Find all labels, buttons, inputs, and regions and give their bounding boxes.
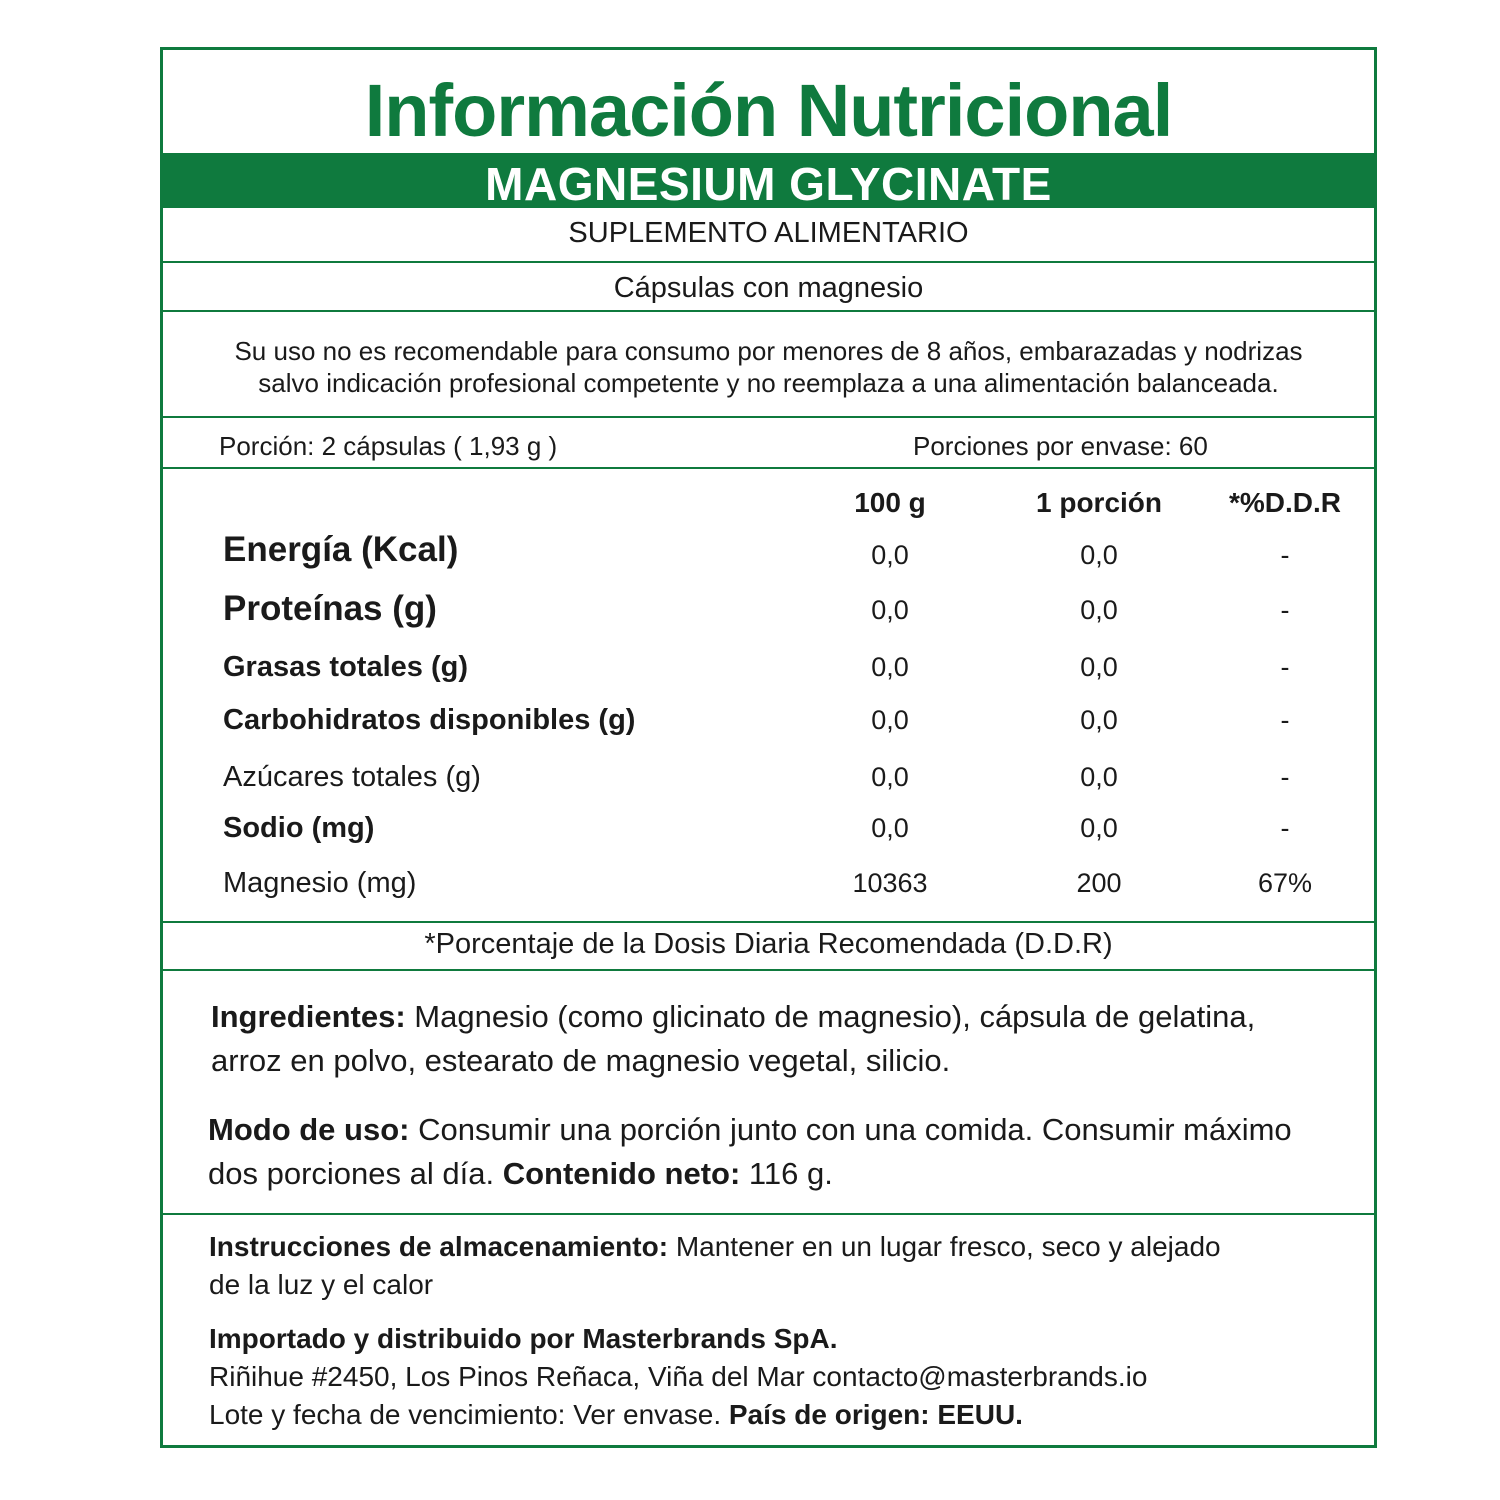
importer-title-text: Importado y distribuido por Masterbrands SpA. (209, 1323, 838, 1354)
usage-text: Consumir una porción junto con una comida. Consumir máximo (409, 1112, 1292, 1147)
nutrient-name: Proteínas (g) (223, 589, 437, 628)
column-header-100g: 100 g (854, 487, 926, 518)
nutrient-value-portion: 0,0 (1080, 705, 1118, 735)
usage-line-2 (208, 1152, 1292, 1196)
nutrient-name: Azúcares totales (g) (223, 761, 481, 793)
nutrient-value-100g: 0,0 (871, 813, 909, 843)
storage-section (209, 1228, 1221, 1304)
importer-section (209, 1320, 1147, 1434)
lot-text: Lote y fecha de vencimiento: Ver envase. (209, 1399, 729, 1430)
nutrient-value-100g: 0,0 (871, 595, 909, 625)
ingredients-line-2: arroz en polvo, estearato de magnesio vegetal, silicio. (211, 1043, 951, 1078)
nutrient-value-ddr: - (1280, 762, 1290, 792)
product-band (163, 153, 1374, 208)
nutrient-name: Sodio (mg) (223, 812, 375, 844)
ingredients-line-1 (211, 995, 1255, 1039)
nutrient-name: Grasas totales (g) (223, 651, 468, 683)
nutrient-value-portion: 0,0 (1080, 762, 1118, 792)
nutrient-value-100g: 0,0 (871, 652, 909, 682)
nutrition-label (160, 47, 1377, 1448)
nutrient-value-portion: 0,0 (1080, 652, 1118, 682)
nutrient-value-portion: 0,0 (1080, 595, 1118, 625)
divider (163, 261, 1374, 263)
column-header-portion: 1 porción (1035, 487, 1162, 518)
importer-title (209, 1320, 1147, 1358)
divider (163, 310, 1374, 312)
usage-line-1 (208, 1108, 1292, 1152)
nutrient-value-ddr: - (1280, 705, 1290, 735)
ingredients-label: Ingredientes: (211, 999, 406, 1034)
importer-address: Riñihue #2450, Los Pinos Reñaca, Viña del Mar contacto@masterbrands.io (209, 1361, 1148, 1392)
usage-text-2: dos porciones al día. (208, 1156, 503, 1191)
nutrient-value-100g: 0,0 (871, 705, 909, 735)
ddr-footnote: *Porcentaje de la Dosis Diaria Recomendada (D.D.R) (424, 928, 1113, 960)
warning-text (163, 335, 1374, 399)
product-category: SUPLEMENTO ALIMENTARIO (568, 217, 969, 249)
storage-text: Mantener en un lugar fresco, seco y alejado (668, 1231, 1221, 1262)
warning-line-1: Su uso no es recomendable para consumo por menores de 8 años, embarazadas y nodrizas (234, 336, 1303, 366)
lot-line (209, 1396, 1147, 1434)
storage-line-2: de la luz y el calor (209, 1269, 434, 1300)
nutrient-value-ddr: 67% (1257, 868, 1313, 898)
warning-line-2: salvo indicación profesional competente y no reemplaza a una alimentación balanceada. (258, 368, 1279, 398)
net-content-value: 116 g. (740, 1156, 833, 1191)
usage-section (208, 1108, 1292, 1196)
divider (163, 969, 1374, 971)
nutrient-value-portion: 200 (1076, 868, 1122, 898)
divider (163, 467, 1374, 469)
product-description: Cápsulas con magnesio (613, 272, 924, 304)
storage-line-1 (209, 1228, 1221, 1266)
nutrient-name: Energía (Kcal) (223, 530, 459, 569)
servings-per-container: Porciones por envase: 60 (913, 431, 1208, 461)
nutrient-value-100g: 0,0 (871, 762, 909, 792)
nutrient-value-portion: 0,0 (1080, 813, 1118, 843)
net-content-label: Contenido neto: (502, 1156, 741, 1191)
nutrient-value-ddr: - (1280, 540, 1290, 570)
divider (163, 1213, 1374, 1215)
nutrient-value-portion: 0,0 (1080, 540, 1118, 570)
label-title: Información Nutricional (364, 69, 1173, 152)
ingredients-section (211, 995, 1255, 1083)
nutrient-name: Carbohidratos disponibles (g) (223, 704, 636, 736)
nutrient-value-100g: 0,0 (871, 540, 909, 570)
nutrient-value-ddr: - (1280, 595, 1290, 625)
usage-label: Modo de uso: (208, 1112, 410, 1147)
divider (163, 921, 1374, 923)
serving-size: Porción: 2 cápsulas ( 1,93 g ) (219, 431, 558, 461)
nutrient-name: Magnesio (mg) (223, 867, 417, 899)
nutrient-value-ddr: - (1280, 652, 1290, 682)
ingredients-text: Magnesio (como glicinato de magnesio), cápsula de gelatina, (405, 999, 1256, 1034)
storage-label: Instrucciones de almacenamiento: (209, 1231, 669, 1262)
divider (163, 416, 1374, 418)
product-name: MAGNESIUM GLYCINATE (485, 158, 1052, 210)
origin-label: País de origen: EEUU. (728, 1399, 1023, 1430)
nutrient-value-ddr: - (1280, 813, 1290, 843)
column-header-ddr: *%D.D.R (1228, 487, 1341, 518)
nutrient-value-100g: 10363 (852, 868, 928, 898)
